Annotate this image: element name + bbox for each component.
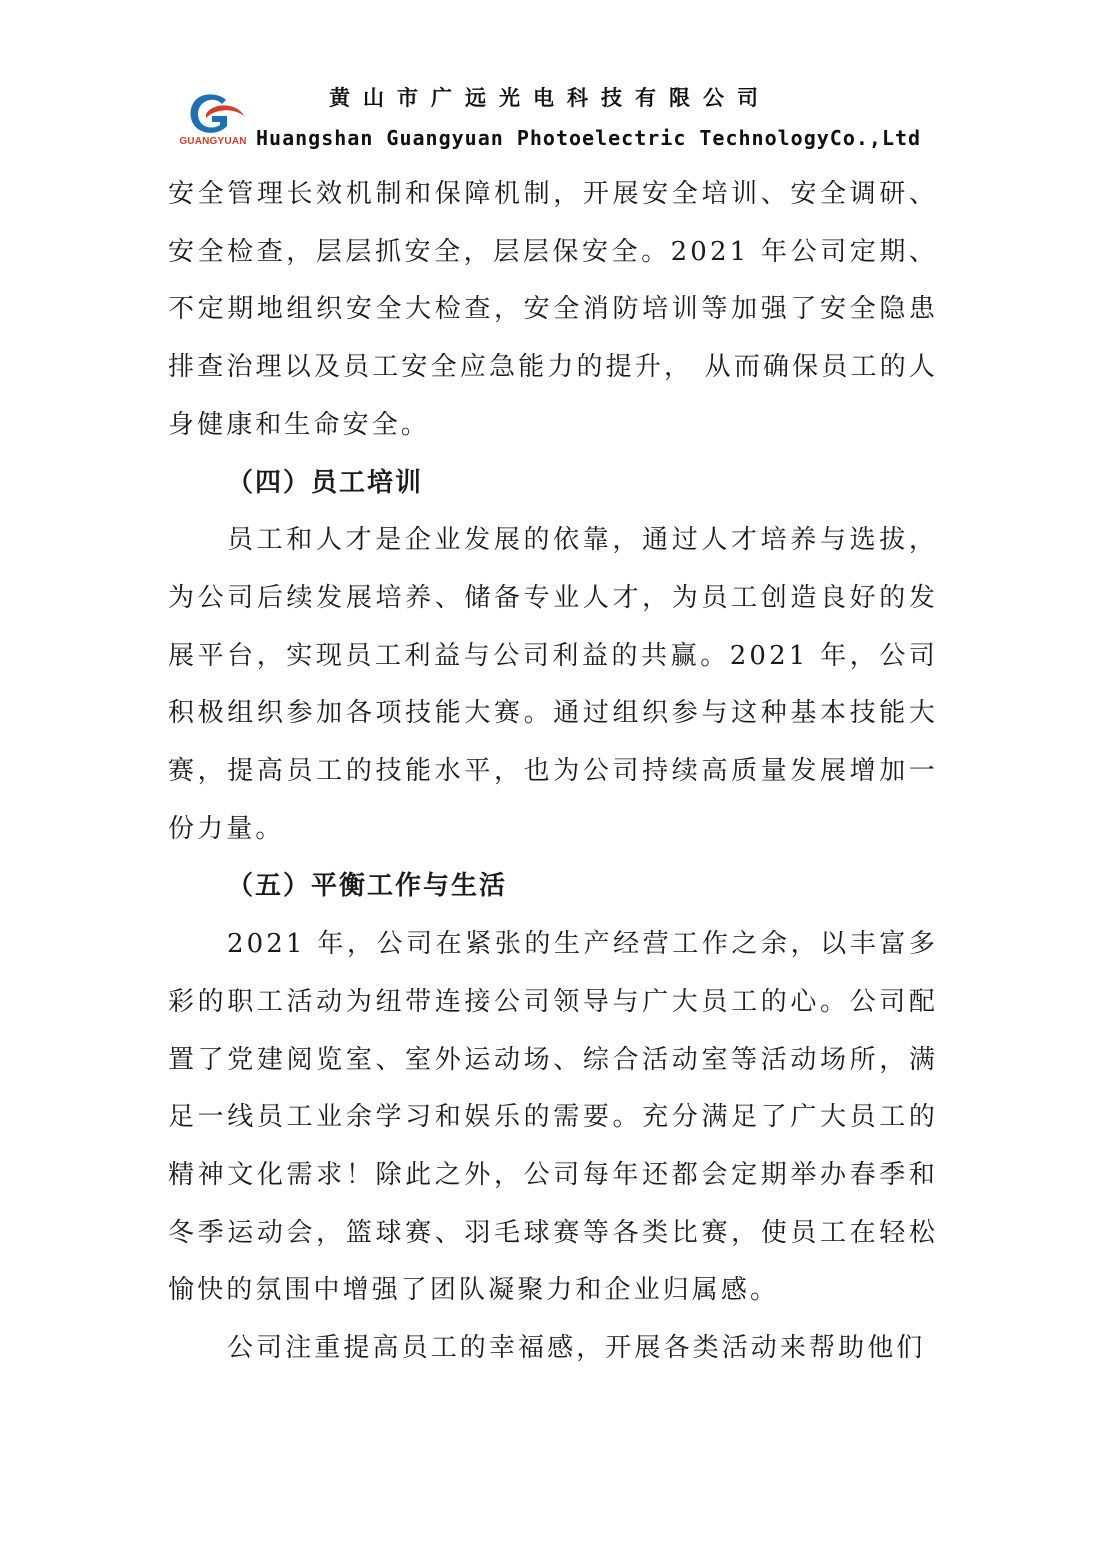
paragraph-activities: 2021 年，公司在紧张的生产经营工作之余，以丰富多彩的职工活动为纽带连接公司领导与广大员工的心。公司配置了党建阅览室、室外运动场、综合活动室等活动场所，满足一线员工业余学习和娱乐的需要。充分满足了广大员工的精神文化需求！除此之外，公司每年还都会定期举办春季和冬季运动会，篮球赛、羽毛球赛等各类比赛，使员工在轻松愉快的氛围中增强了团队凝聚力和企业归属感。 (168, 929, 938, 1306)
section-heading-work-life-balance: （五）平衡工作与生活 (227, 871, 508, 902)
document-body (168, 166, 938, 1378)
company-name-cn: 黄山市广远光电科技有限公司 (329, 86, 771, 110)
company-name-en: Huangshan Guangyuan Photoelectric TechnologyCo.,Ltd (256, 126, 922, 150)
paragraph-wellbeing: 公司注重提高员工的幸福感，开展各类活动来帮助他们 (227, 1333, 926, 1364)
logo-text: GUANGYUAN (179, 136, 247, 147)
page-header (0, 0, 1102, 160)
section-heading-training: （四）员工培训 (227, 467, 424, 498)
paragraph-safety: 安全管理长效机制和保障机制，开展安全培训、安全调研、安全检查，层层抓安全，层层保安全。2021 年公司定期、不定期地组织安全大检查，安全消防培训等加强了安全隐患排查治理以及员工安全应急能力的提升， 从而确保员工的人身健康和生命安全。 (168, 179, 938, 440)
company-logo (176, 92, 250, 150)
paragraph-training: 员工和人才是企业发展的依靠，通过人才培养与选拔，为公司后续发展培养、储备专业人才，为员工创造良好的发展平台，实现员工利益与公司利益的共赢。2021 年，公司积极组织参加各项技能大赛。通过组织参与这种基本技能大赛，提高员工的技能水平，也为公司持续高质量发展增加一份力量。 (168, 525, 938, 844)
guangyuan-g-logo-icon (176, 92, 250, 136)
